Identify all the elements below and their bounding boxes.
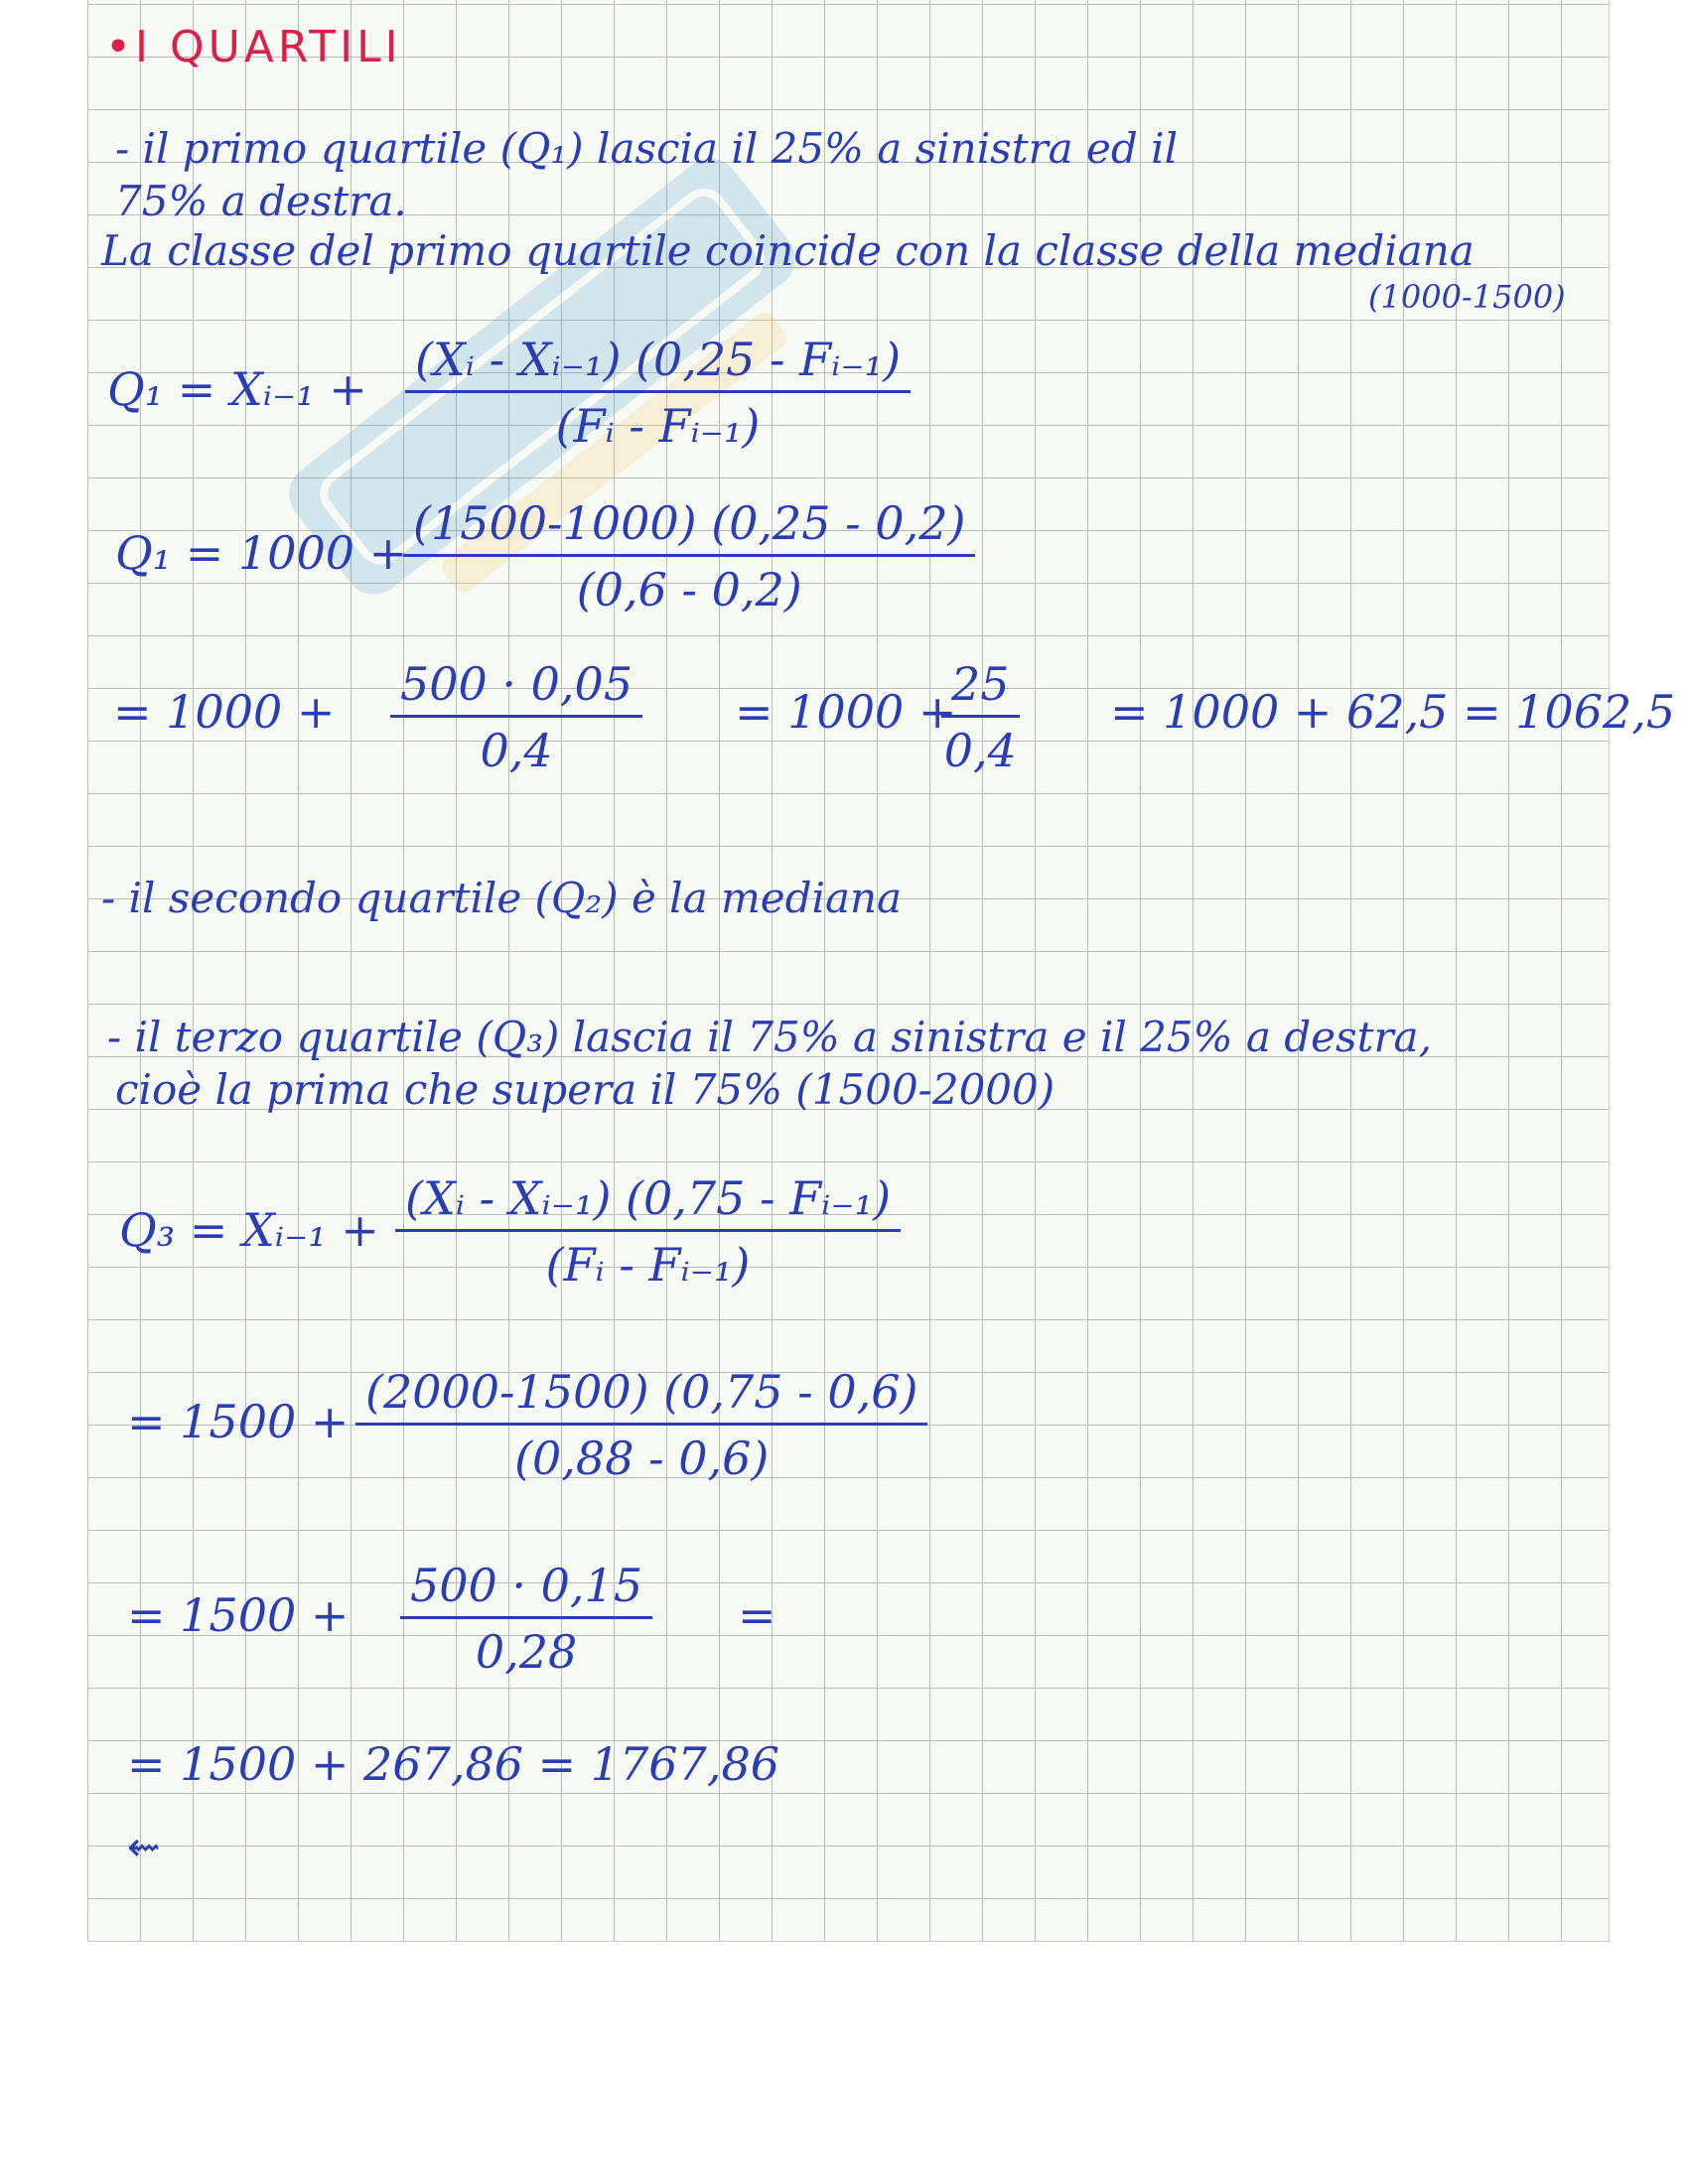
q3-formula-numerator: (Xᵢ - Xᵢ₋₁) (0,75 - Fᵢ₋₁) — [395, 1171, 901, 1232]
q3-calc-equals: = — [738, 1588, 776, 1642]
q1-formula-numerator: (Xᵢ - Xᵢ₋₁) (0,25 - Fᵢ₋₁) — [405, 333, 911, 393]
q3-formula-fraction — [395, 1171, 901, 1292]
q1-formula-fraction — [405, 333, 911, 453]
q1-calc-denominator2: 0,4 — [943, 724, 1017, 777]
q1-subst-denominator: (0,6 - 0,2) — [576, 563, 802, 616]
q2-line: - il secondo quartile (Q₂) è la mediana — [101, 874, 903, 922]
q1-calc-fraction1 — [390, 657, 642, 777]
q1-intro-line1: - il primo quartile (Q₁) lascia il 25% a sinistra ed il — [115, 124, 1179, 173]
q3-calc-fraction — [400, 1559, 652, 1679]
q1-intro-line3: La classe del primo quartile coincide con la classe della mediana — [101, 226, 1475, 275]
q1-calc-mid: = 1000 + — [735, 685, 957, 739]
q3-result: = 1500 + 267,86 = 1767,86 — [127, 1737, 779, 1791]
title-bullet: • — [105, 22, 135, 72]
q1-calc-result: = 1000 + 62,5 = 1062,5 — [1110, 685, 1676, 739]
q3-intro-line1: - il terzo quartile (Q₃) lascia il 75% a sinistra e il 25% a destra, — [107, 1013, 1432, 1061]
q3-subst-denominator: (0,88 - 0,6) — [514, 1432, 770, 1485]
q1-calc-lhs: = 1000 + — [113, 685, 336, 739]
q3-calc-numerator: 500 · 0,15 — [400, 1559, 652, 1619]
q3-subst-fraction — [355, 1365, 927, 1485]
q3-calc-denominator: 0,28 — [475, 1625, 578, 1679]
q3-calc-lhs: = 1500 + — [127, 1588, 350, 1642]
q1-formula-denominator: (Fᵢ - Fᵢ₋₁) — [555, 399, 761, 453]
q3-formula-lhs: Q₃ = Xᵢ₋₁ + — [119, 1203, 379, 1257]
q1-calc-fraction2 — [941, 657, 1020, 777]
q3-subst-lhs: = 1500 + — [127, 1395, 350, 1448]
q1-formula-lhs: Q₁ = Xᵢ₋₁ + — [107, 362, 367, 416]
graph-paper-sheet — [87, 0, 1676, 1942]
q1-subst-numerator: (1500-1000) (0,25 - 0,2) — [403, 496, 975, 557]
q1-intro-line2: 75% a destra. — [115, 177, 407, 225]
q1-calc-denominator1: 0,4 — [480, 724, 553, 777]
q1-subst-fraction — [403, 496, 975, 616]
q3-formula-denominator: (Fᵢ - Fᵢ₋₁) — [545, 1238, 751, 1292]
q3-subst-numerator: (2000-1500) (0,75 - 0,6) — [355, 1365, 927, 1426]
page-title: I QUARTILI — [135, 22, 402, 72]
q1-calc-numerator2: 25 — [941, 657, 1020, 718]
end-mark-icon: ⇜ — [127, 1825, 161, 1870]
q1-intro-class: (1000-1500) — [1368, 278, 1566, 316]
q1-calc-numerator1: 500 · 0,05 — [390, 657, 642, 718]
q1-subst-lhs: Q₁ = 1000 + — [115, 526, 408, 580]
q3-intro-line2: cioè la prima che supera il 75% (1500-2000) — [115, 1065, 1055, 1114]
